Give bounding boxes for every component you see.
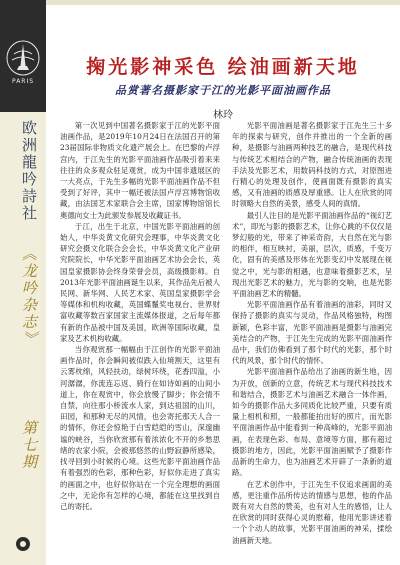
paragraph: 最引人注目的是光影平面油画作品的“视幻艺术”，即光与影的摄影艺术，让你心跳的不仅仅是梦幻般的光，带来了神采奇韵，大自然在光与影的相伴，相互映衬，美丽，层次，质感，千变万化，固有的美感及形体在光影变幻中发展现在视觉之中，光与影的相遇，也意味着摄影艺术，呈现出光影艺术的魅力，光与影的交响，也是光影平面油画艺术的精髓。 [232, 210, 392, 299]
paragraph: 光影平面油画作品给出了油画的新生地，因为开放，创新的立意，传统艺术与现代科技技术和谐结合，摄影艺术与油画艺术融合一体作画，如今的摄影作品大多同质化比较严重，只要有质量上相机和照，一般都能拍出好的照片，而光影平面油画作品中能看到一种高峰的，光影平面油画，在表现色彩、布局、意境等方面，都有超过摄影的地方，因此，光影平面油画赋予了摄影作品新的生命力，也为油画艺术开辟了一条新的道路。 [232, 367, 392, 478]
left-column [60, 120, 220, 512]
paragraph: 在艺术创作中，于江先生不仅追求画面的美感，更注重作品所传达的情感与思想，他的作品既有对大自然的赞美，也有对人生的感悟，让人在欣赏的同时获得心灵的慰藉，他用光影讲述着一个个动人的故事，光影平面油画的神采，揉绘油画新天地。 [232, 479, 392, 545]
society-name: 欧洲龍吟詩社 [20, 120, 38, 222]
ornament-icon [15, 536, 31, 552]
right-column [232, 120, 392, 546]
article-author: 林玲 [213, 110, 233, 121]
sidebar-header [0, 0, 46, 112]
eiffel-tower-logo-icon [6, 40, 40, 76]
paragraph: 光影平面油画作品有着油画的油彩，同时又保持了摄影的真实与灵动，作品风格独特，构图新颖，色彩丰富，光影平面油画是摄影与油画完美结合的产物，于江先生完成的光影平面油画作品中，我们仿佛看到了那个时代的光影，那个时代的风景，那个时代的情怀。 [232, 300, 392, 366]
article-title: 掬光影神采色 绘油画新天地 [86, 56, 360, 78]
paragraph: 于江，出生于北京，中国光影平面油画的创始人，中华炎黄文化研究会理事，中华炎黄文化研究会摄文化联合会会长，中华炎黄文化产业研究院院长，中华光影平面油画艺术协会会长，英国皇家摄影协会终身荣誉会员，高级摄影师。自2013年光影平面油画诞生以来，其作品先后被人民网、新华网、人民艺术家、英国皇家摄影学会等媒体和机构收藏，英国蝶鬣奖电视台、世界财富收藏等数百家国家主流媒体报道，之后每年都有新的作品被中国及美国，欧洲等国际收藏，皇家及艺术机构收藏。 [60, 221, 220, 343]
issue-number: 第七期 [20, 420, 38, 471]
paragraph: 光影平面油画是著名摄影家于江先生三十多年的探索与研究，创作并推出的一个全新的画种，是摄影与油画两种技艺的融合，是现代科技与传统艺术相结合的产物，融合传统油画的表现手法及光影艺术，用数码科技的方式，对原图进行精心的处理及创作，使画面既有摄影的真实感，又有油画的质感及厚重感。让人在欣赏的同时领略大自然的美景，感受人间的真情。 [232, 121, 392, 209]
paragraph: 第一次见到中国著名摄影家于江的光影平面油画作品，是2019年10月24日在法国召开的第23届国际非物质文化遗产展会上。在巴黎的卢浮宫内，于江先生的光影平面油画作品吸引着来来往往的众多观众驻足观赏，成为中国非遗展区的一大亮点，于先生多幅的光影平面油画作品不但受到了好评，其中一幅还被法国卢浮宫博物馆收藏，由法国艺术家联合会主席，国家博物馆馆长奥德向女士为此颁发参展及收藏证书。 [60, 121, 220, 220]
article-subtitle: 品赏著名摄影家于江的光影平面油画作品 [115, 84, 331, 97]
paragraph: 当你观赏那一幅幅由于江创作的光影平面油画作品时，你会瞬间被似跌入仙境割天，这里有云雾枕绵，风轻扶动，绿树环绕，花香四溢，小河潺潺，你流连忘返、骑行在如诗如画的山间小道上，你在观赏中，你会放慢了脚步；你会情不自禁，向往那小桥流水人家，到达祖国的山川，田园，和那种无尽的风情，也会寄托那天人合一的情怀，你还会惊艳于白雪皑皑的雪山，深邃幽谧的峡谷，当你欣赏那有着浓浓化不开的乡愁思绪的农家小院，会被那悠然的山野寂静所感染，找寻回到小时候的心境。这些光影平面油画作品有着强烈的色彩，那种色彩，好似你走进了真实的画面之中，也好似你站在一个完全理想的画面之中，无论你有怎样的心境，都能在这里找到自己的寄托。 [60, 345, 220, 511]
top-rule [46, 0, 400, 5]
magazine-name: 《龙吟杂志》 [20, 246, 38, 348]
logo-text: PARIS [11, 78, 35, 85]
sidebar [0, 0, 46, 565]
